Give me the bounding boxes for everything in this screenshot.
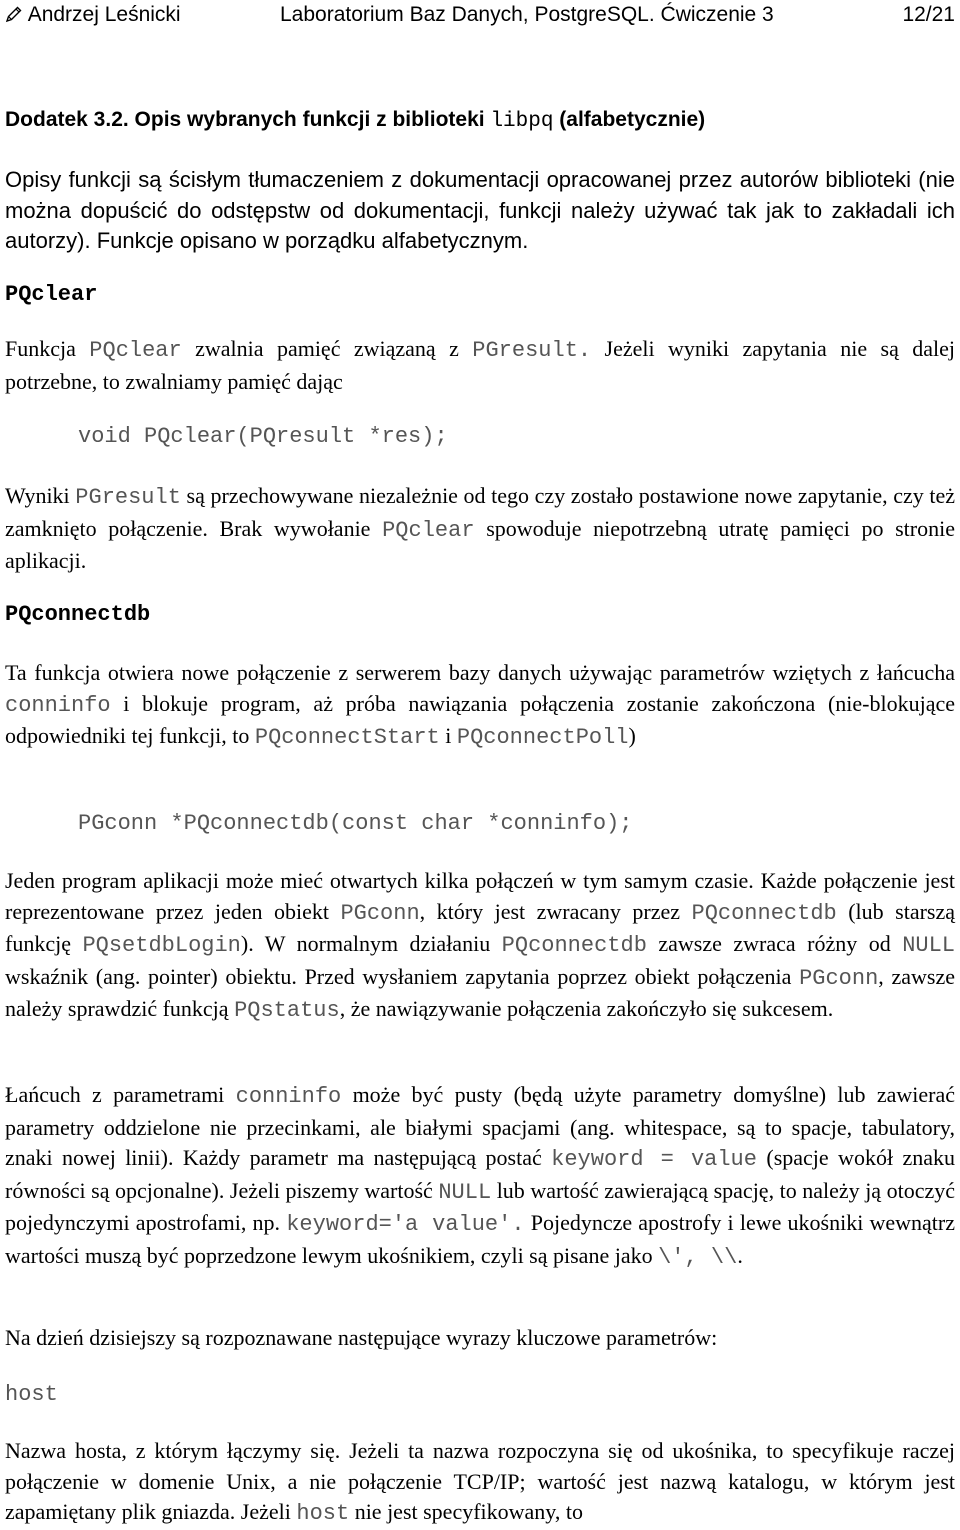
pqconnectdb-paragraph-4: Na dzień dzisiejszy są rozpoznawane następujące wyrazy kluczowe parametrów: xyxy=(5,1325,718,1350)
host-heading: host xyxy=(5,1382,58,1407)
pqclear-code: void PQclear(PQresult *res); xyxy=(78,424,448,449)
section-title xyxy=(5,108,955,133)
header-course: Laboratorium Baz Danych, PostgreSQL. Ćwiczenie 3 xyxy=(280,3,774,26)
title-suffix: (alfabetycznie) xyxy=(553,108,706,131)
pqconnectdb-paragraph-2: Jeden program aplikacji może mieć otwartych kilka połączeń w tym samym czasie. Każde połączenie jest reprezentowane przez jeden obiekt PGconn, który jest zwracany przez PQconnectdb (lub starszą funkcję PQsetdbLogin). W normalnym działaniu PQconnectdb zawsze zwraca różny od NULL wskaźnik (ang. pointer) obiektu. Przed wysłaniem zapytania poprzez obiekt połączenia PGconn, zawsze należy sprawdzić funkcją PQstatus, że nawiązywanie połączenia zakończyło się sukcesem. xyxy=(5,868,956,1023)
page-header xyxy=(5,3,955,33)
pqconnectdb-paragraph-1: Ta funkcja otwiera nowe połączenie z serwerem bazy danych używając parametrów wziętych z łańcucha conninfo i blokuje program, aż próba nawiązania połączenia zostanie zakończona (nie-blokujące odpowiedniki tej funkcji, to PQconnectStart i PQconnectPoll) xyxy=(5,660,955,750)
host-paragraph-1: Nazwa hosta, z którym łączymy się. Jeżeli ta nazwa rozpoczyna się od ukośnika, to specyfikuje raczej połączenie w domenie Unix, a nie połączenie TCP/IP; wartość jest nazwą katalogu, w którym jest zapamiętany plik gniazda. Jeżeli host nie jest specyfikowany, to xyxy=(5,1438,955,1526)
pqclear-heading: PQclear xyxy=(5,282,98,307)
pqclear-paragraph-2: Wyniki PGresult są przechowywane niezależnie od tego czy zostało postawione nowe zapytanie, czy też zamknięto połączenie. Brak wywołanie PQclear spowoduje niepotrzebną utratę pamięci po stronie aplikacji. xyxy=(5,483,955,573)
header-author: Andrzej Leśnicki xyxy=(27,3,181,26)
title-lib: libpq xyxy=(490,110,554,133)
pqconnectdb-code: PGconn *PQconnectdb(const char *conninfo); xyxy=(78,811,633,836)
header-author-block xyxy=(5,3,181,27)
pencil-icon xyxy=(5,5,23,23)
pqconnectdb-heading: PQconnectdb xyxy=(5,602,151,627)
header-page-number: 12/21 xyxy=(902,3,955,26)
pqclear-paragraph-1: Funkcja PQclear zwalnia pamięć związaną z PGresult. Jeżeli wyniki zapytania nie są dalej potrzebne, to zwalniamy pamięć dając xyxy=(5,336,955,394)
intro-paragraph: Opisy funkcji są ścisłym tłumaczeniem z dokumentacji opracowanej przez autorów biblioteki (nie można dopuścić do odstępstw od dokumentacji, funkcji należy używać tak jak to zakładali ich autorzy). Funkcje opisano w porządku alfabetycznym. xyxy=(5,167,955,253)
title-prefix: Dodatek 3.2. Opis wybranych funkcji z biblioteki xyxy=(5,108,491,131)
pqconnectdb-paragraph-3: Łańcuch z parametrami conninfo może być pusty (będą użyte parametry domyślne) lub zawierać parametry oddzielone nie przecinkami, ale białymi spacjami (ang. whitespace, są to spacje, tabulatory, znaki nowej linii). Każdy parametr ma następującą postać keyword = value (spacje wokół znaku równości są opcjonalne). Jeżeli piszemy wartość NULL lub wartość zawierającą spację, to należy ją otoczyć pojedynczymi apostrofami, np. keyword='a value'. Pojedyncze apostrofy i lewe ukośniki wewnątrz wartości muszą być poprzedzone lewym ukośnikiem, czyli są pisane jako \', \\. xyxy=(5,1082,956,1270)
